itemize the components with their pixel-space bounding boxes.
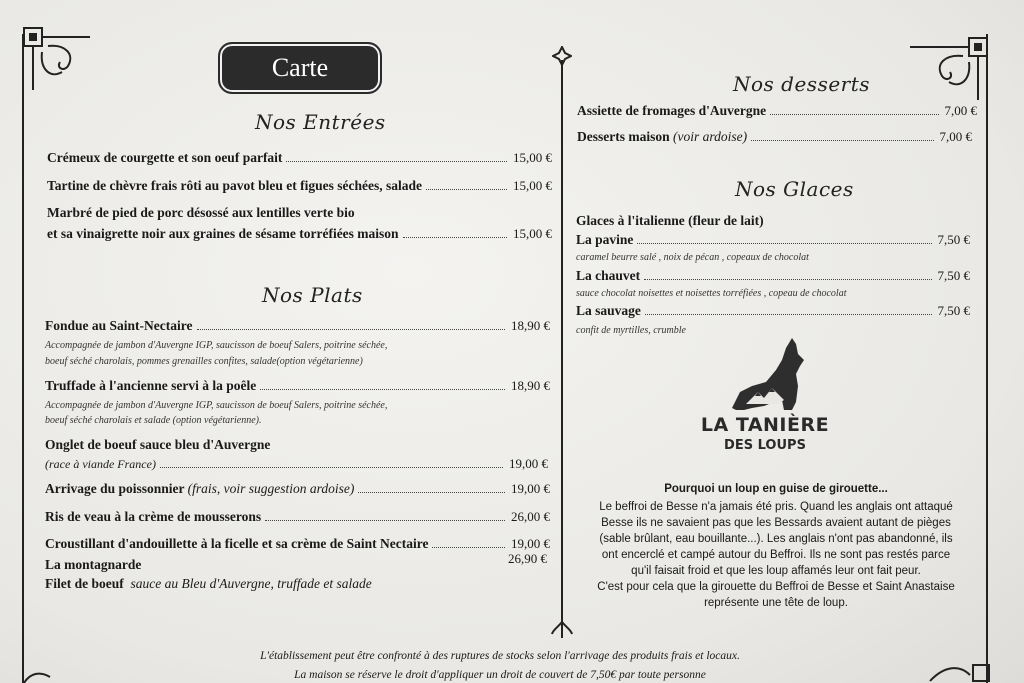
menu-item: Filet de boeuf sauce au Bleu d'Auvergne, truffade et salade	[45, 576, 372, 591]
menu-item: Truffade à l'ancienne servi à la poêle 18,90 €	[45, 378, 550, 393]
section-title-entrees: Nos Entrées	[255, 110, 386, 134]
corner-ornament-top-left-icon	[20, 24, 100, 94]
fleur-bottom-icon	[550, 620, 574, 640]
story-text: Le beffroi de Besse n'a jamais été pris. Quand les anglais ont attaqué Besse ils ne savaient pas que les Bessards avaient autant de pièges (sable brûlant, eau bouillante...). Les anglais n'ont pas abandonné, ils ont encerclé et campé autour du Beffroi. Ils ne sont pas restés parce qu'il faisait froid et que les loup affamés leur ont fait peur. C'est pour cela que la girouette du Beffroi de Besse et Saint Anastaise représente une tête de loup.	[597, 501, 955, 609]
item-description: Accompagnée de jambon d'Auvergne IGP, saucisson de boeuf Salers, poitrine séchée, boeuf séché charolais et salade (option végétarienne).	[45, 400, 388, 426]
item-description: confit de myrtilles, crumble	[576, 325, 686, 336]
menu-item: Desserts maison (voir ardoise) 7,00 €	[577, 129, 972, 144]
item-description: Accompagnée de jambon d'Auvergne IGP, saucisson de boeuf Salers, poitrine séchée, boeuf séché charolais, pommes grenailles confites, salade(option végétarienne)	[45, 340, 388, 367]
logo-name: LA TANIÈRE	[700, 414, 830, 436]
menu-title: Carte	[218, 42, 382, 94]
menu-item: Tartine de chèvre frais rôti au pavot bleu et figues séchées, salade 15,00 €	[47, 178, 552, 193]
menu-item: Crémeux de courgette et son oeuf parfait 15,00 €	[47, 150, 552, 165]
menu-item: et sa vinaigrette noir aux graines de sésame torréfiées maison 15,00 €	[47, 226, 552, 241]
section-title-plats: Nos Plats	[262, 283, 363, 307]
menu-item-note: (race à viande France) 19,00 €	[45, 456, 548, 471]
section-title-glaces: Nos Glaces	[735, 177, 854, 201]
corner-ornament-bottom-right-icon	[925, 655, 995, 683]
footer-note: L'établissement peut être confronté à des ruptures de stocks selon l'arrivage des produits frais et locaux.	[260, 650, 740, 662]
menu-item: Arrivage du poissonnier (frais, voir suggestion ardoise) 19,00 €	[45, 481, 550, 496]
logo-subtitle: DES LOUPS	[724, 438, 806, 453]
section-title-desserts: Nos desserts	[733, 72, 871, 96]
item-price: 26,90 €	[508, 551, 547, 566]
menu-item: La chauvet 7,50 €	[576, 268, 970, 283]
fleur-top-icon	[552, 46, 572, 66]
footer-note: La maison se réserve le droit d'appliquer un droit de couvert de 7,50€ par toute personne	[294, 669, 706, 681]
menu-item: Onglet de boeuf sauce bleu d'Auvergne	[45, 437, 271, 452]
story-title: Pourquoi un loup en guise de girouette...	[664, 483, 888, 495]
menu-item: Ris de veau à la crème de mousserons 26,00 €	[45, 509, 550, 524]
menu-item: Assiette de fromages d'Auvergne 7,00 €	[577, 103, 977, 118]
corner-ornament-top-right-icon	[905, 34, 995, 104]
menu-item: La sauvage 7,50 €	[576, 303, 970, 318]
menu-item: Fondue au Saint-Nectaire 18,90 €	[45, 318, 550, 333]
corner-ornament-bottom-left-icon	[20, 655, 60, 683]
item-description: sauce chocolat noisettes et noisettes torréfiées , copeau de chocolat	[576, 288, 847, 299]
glaces-intro: Glaces à l'italienne (fleur de lait)	[576, 213, 764, 228]
menu-item: La montagnarde	[45, 557, 142, 572]
menu-item: La pavine 7,50 €	[576, 232, 970, 247]
menu-item: Croustillant d'andouillette à la ficelle et sa crème de Saint Nectaire 19,00 €	[45, 536, 550, 551]
item-description: caramel beurre salé , noix de pécan , copeaux de chocolat	[576, 252, 809, 263]
menu-item-line: Marbré de pied de porc désossé aux lentilles verte bio	[47, 205, 355, 220]
column-divider	[561, 60, 563, 625]
